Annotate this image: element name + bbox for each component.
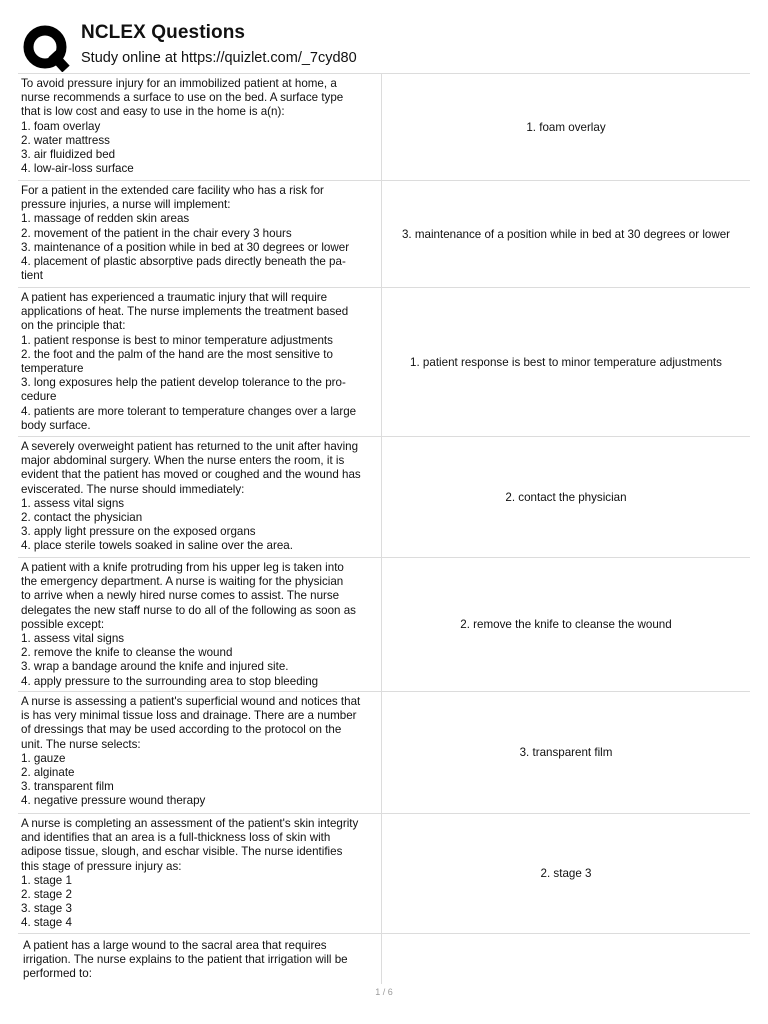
- card-question: A patient has experienced a traumatic injury that will require applications of heat. The nurse implements the treatment based on the principle that: 1. patient response is best to minor temperature adjustments 2. the foot and the palm of the hand are the most sensitive to temperature 3. long exposures help the patient develop tolerance to the pro- cedure 4. patients are more tolerant to temperature changes over a large body surface.: [18, 288, 382, 436]
- card-question: A severely overweight patient has returned to the unit after having major abdominal surgery. When the nurse enters the room, it is evident that the patient has moved or coughed and the wound has eviscerated. The nurse should immediately: 1. assess vital signs 2. contact the physician 3. apply light pressure on the exposed organs 4. place sterile towels soaked in saline over the area.: [18, 437, 382, 557]
- card-question: To avoid pressure injury for an immobilized patient at home, a nurse recommends a surface to use on the bed. A surface type that is low cost and easy to use in the home is a(n): 1. foam overlay 2. water mattress 3. air fluidized bed 4. low-air-loss surface: [18, 74, 382, 180]
- card-answer: 2. remove the knife to cleanse the wound: [460, 618, 672, 631]
- card-answer: 1. patient response is best to minor temperature adjustments: [410, 355, 722, 369]
- card-row: [18, 814, 750, 934]
- card-row: [18, 437, 750, 558]
- study-link-text: Study online at https://quizlet.com/_7cyd80: [81, 50, 357, 66]
- card-answer: 1. foam overlay: [526, 120, 606, 134]
- card-row: [18, 558, 750, 692]
- card-answer: [382, 934, 750, 984]
- card-question: A patient has a large wound to the sacral area that requires irrigation. The nurse explains to the patient that irrigation will be performed to:: [18, 934, 382, 984]
- card-row: [18, 934, 750, 984]
- card-row: [18, 181, 750, 288]
- card-question: A nurse is assessing a patient's superficial wound and notices that is has very minimal tissue loss and drainage. There are a number of dressings that may be used according to the protocol on the unit. The nurse selects: 1. gauze 2. alginate 3. transparent film 4. negative pressure wound therapy: [18, 692, 382, 813]
- flashcard-table: [18, 73, 750, 984]
- card-question: A patient with a knife protruding from his upper leg is taken into the emergency department. A nurse is waiting for the physician to arrive when a newly hired nurse comes to assist. The nurse delegates the new staff nurse to do all of the following as soon as possible except: 1. assess vital signs 2. remove the knife to cleanse the wound 3. wrap a bandage around the knife and injured site. 4. apply pressure to the surrounding area to stop bleeding: [18, 558, 382, 691]
- card-row: [18, 74, 750, 181]
- card-question: For a patient in the extended care facility who has a risk for pressure injuries, a nurse will implement: 1. massage of redden skin areas 2. movement of the patient in the chair every 3 hours 3. maintenance of a position while in bed at 30 degrees or lower 4. placement of plastic absorptive pads directly beneath the pa- tient: [18, 181, 382, 287]
- card-question: A nurse is completing an assessment of the patient's skin integrity and identifies that an area is a full-thickness loss of skin with adipose tissue, slough, and eschar visible. The nurse identifies this stage of pressure injury as: 1. stage 1 2. stage 2 3. stage 3 4. stage 4: [18, 814, 382, 933]
- page-indicator: 1 / 6: [375, 987, 393, 997]
- card-answer: 3. maintenance of a position while in bed at 30 degrees or lower: [401, 227, 731, 241]
- card-answer: 2. contact the physician: [505, 490, 627, 504]
- quizlet-logo-icon: [22, 24, 70, 72]
- page-title: NCLEX Questions: [81, 22, 246, 43]
- card-answer: 3. transparent film: [519, 746, 613, 759]
- page-header: [0, 0, 768, 72]
- card-row: [18, 692, 750, 814]
- card-answer: 2. stage 3: [540, 867, 592, 880]
- card-row: [18, 288, 750, 437]
